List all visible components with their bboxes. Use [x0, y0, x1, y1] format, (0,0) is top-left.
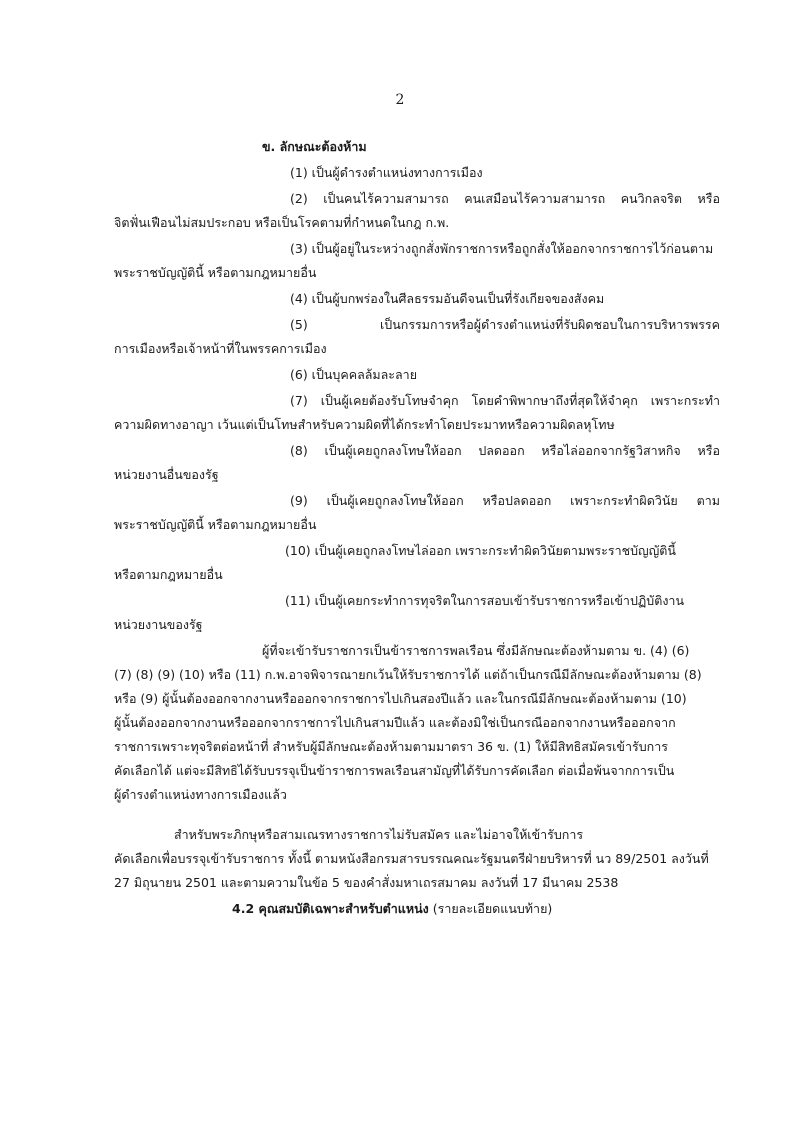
item-9-line-1: (9) เป็นผู้เคยถูกลงโทษให้ออก หรือปลดออก เพราะกระทำผิดวินัย ตาม — [290, 493, 720, 508]
exemption-paragraph-line-5: ราชการเพราะทุจริตต่อหน้าที่ สำหรับผู้มีลักษณะต้องห้ามตามมาตรา 36 ข. (1) ให้มีสิทธิสมัครเข้ารับการ — [114, 739, 668, 754]
item-2-line-1: (2) เป็นคนไร้ความสามารถ คนเสมือนไร้ความสามารถ คนวิกลจริต หรือ — [290, 191, 720, 206]
monk-paragraph-line-1: สำหรับพระภิกษุหรือสามเณรทางราชการไม่รับสมัคร และไม่อาจให้เข้ารับการ — [174, 827, 584, 842]
item-6: (6) เป็นบุคคลล้มละลาย — [290, 367, 418, 382]
item-2-line-2: จิตฟั่นเฟือนไม่สมประกอบ หรือเป็นโรคตามที่กำหนดในกฎ ก.พ. — [114, 215, 450, 230]
item-10-line-2: หรือตามกฎหมายอื่น — [114, 567, 223, 582]
item-11-line-2: หน่วยงานของรัฐ — [114, 617, 203, 632]
item-4: (4) เป็นผู้บกพร่องในศีลธรรมอันดีจนเป็นที่รังเกียจของสังคม — [290, 291, 605, 306]
page-number: 2 — [395, 92, 405, 108]
item-9-line-2: พระราชบัญญัตินี้ หรือตามกฎหมายอื่น — [114, 517, 317, 532]
item-5-line-2: การเมืองหรือเจ้าหน้าที่ในพรรคการเมือง — [114, 341, 327, 356]
item-3-line-1: (3) เป็นผู้อยู่ในระหว่างถูกสั่งพักราชการหรือถูกสั่งให้ออกจากราชการไว้ก่อนตาม — [290, 241, 714, 256]
section-4-2-note: (รายละเอียดแนบท้าย) — [428, 901, 553, 916]
exemption-paragraph-line-4: ผู้นั้นต้องออกจากงานหรือออกจากราชการไปเกินสามปีแล้ว และต้องมิใช่เป็นกรณีออกจากงานหรือออกจาก — [114, 715, 676, 730]
exemption-paragraph-line-7: ผู้ดำรงตำแหน่งทางการเมืองแล้ว — [114, 787, 287, 802]
item-7-line-2: ความผิดทางอาญา เว้นแต่เป็นโทษสำหรับความผิดที่ได้กระทำโดยประมาทหรือความผิดลหุโทษ — [114, 417, 615, 432]
item-7-line-1: (7) เป็นผู้เคยต้องรับโทษจำคุก โดยคำพิพากษาถึงที่สุดให้จำคุก เพราะกระทำ — [290, 393, 720, 408]
exemption-paragraph-line-3: หรือ (9) ผู้นั้นต้องออกจากงานหรือออกจากราชการไปเกินสองปีแล้ว และในกรณีมีลักษณะต้องห้ามตาม (10) — [114, 691, 687, 706]
section-heading-prohibited: ข. ลักษณะต้องห้าม — [262, 139, 367, 154]
item-8-line-1: (8) เป็นผู้เคยถูกลงโทษให้ออก ปลดออก หรือไล่ออกจากรัฐวิสาหกิจ หรือ — [290, 443, 720, 458]
exemption-paragraph-line-1: ผู้ที่จะเข้ารับราชการเป็นข้าราชการพลเรือน ซึ่งมีลักษณะต้องห้ามตาม ข. (4) (6) — [262, 643, 690, 658]
monk-paragraph-line-3: 27 มิถุนายน 2501 และตามความในข้อ 5 ของคำสั่งมหาเถรสมาคม ลงวันที่ 17 มีนาคม 2538 — [114, 875, 619, 890]
item-3-line-2: พระราชบัญญัตินี้ หรือตามกฎหมายอื่น — [114, 265, 317, 280]
section-4-2-title: 4.2 คุณสมบัติเฉพาะสำหรับตำแหน่ง — [232, 901, 429, 916]
exemption-paragraph-line-2: (7) (8) (9) (10) หรือ (11) ก.พ.อาจพิจารณายกเว้นให้รับราชการได้ แต่ถ้าเป็นกรณีมีลักษณะต้องห้ามตาม (8) — [114, 667, 702, 682]
section-4-2 — [232, 900, 552, 918]
monk-paragraph-line-2: คัดเลือกเพื่อบรรจุเข้ารับราชการ ทั้งนี้ ตามหนังสือกรมสารบรรณคณะรัฐมนตรีฝ่ายบริหารที่ นว 89/2501 ลงวันที่ — [114, 851, 709, 866]
item-5-line-1: (5) เป็นกรรมการหรือผู้ดำรงตำแหน่งที่รับผิดชอบในการบริหารพรรค — [290, 317, 720, 332]
item-1: (1) เป็นผู้ดำรงตำแหน่งทางการเมือง — [290, 165, 483, 180]
item-8-line-2: หน่วยงานอื่นของรัฐ — [114, 467, 219, 482]
exemption-paragraph-line-6: คัดเลือกได้ แต่จะมีสิทธิได้รับบรรจุเป็นข้าราชการพลเรือนสามัญที่ได้รับการคัดเลือก ต่อเมื่อพ้นจากการเป็น — [114, 763, 675, 778]
item-10-line-1: (10) เป็นผู้เคยถูกลงโทษไล่ออก เพราะกระทำผิดวินัยตามพระราชบัญญัตินี้ — [285, 543, 676, 558]
item-11-line-1: (11) เป็นผู้เคยกระทำการทุจริตในการสอบเข้ารับราชการหรือเข้าปฏิบัติงาน — [285, 593, 684, 608]
